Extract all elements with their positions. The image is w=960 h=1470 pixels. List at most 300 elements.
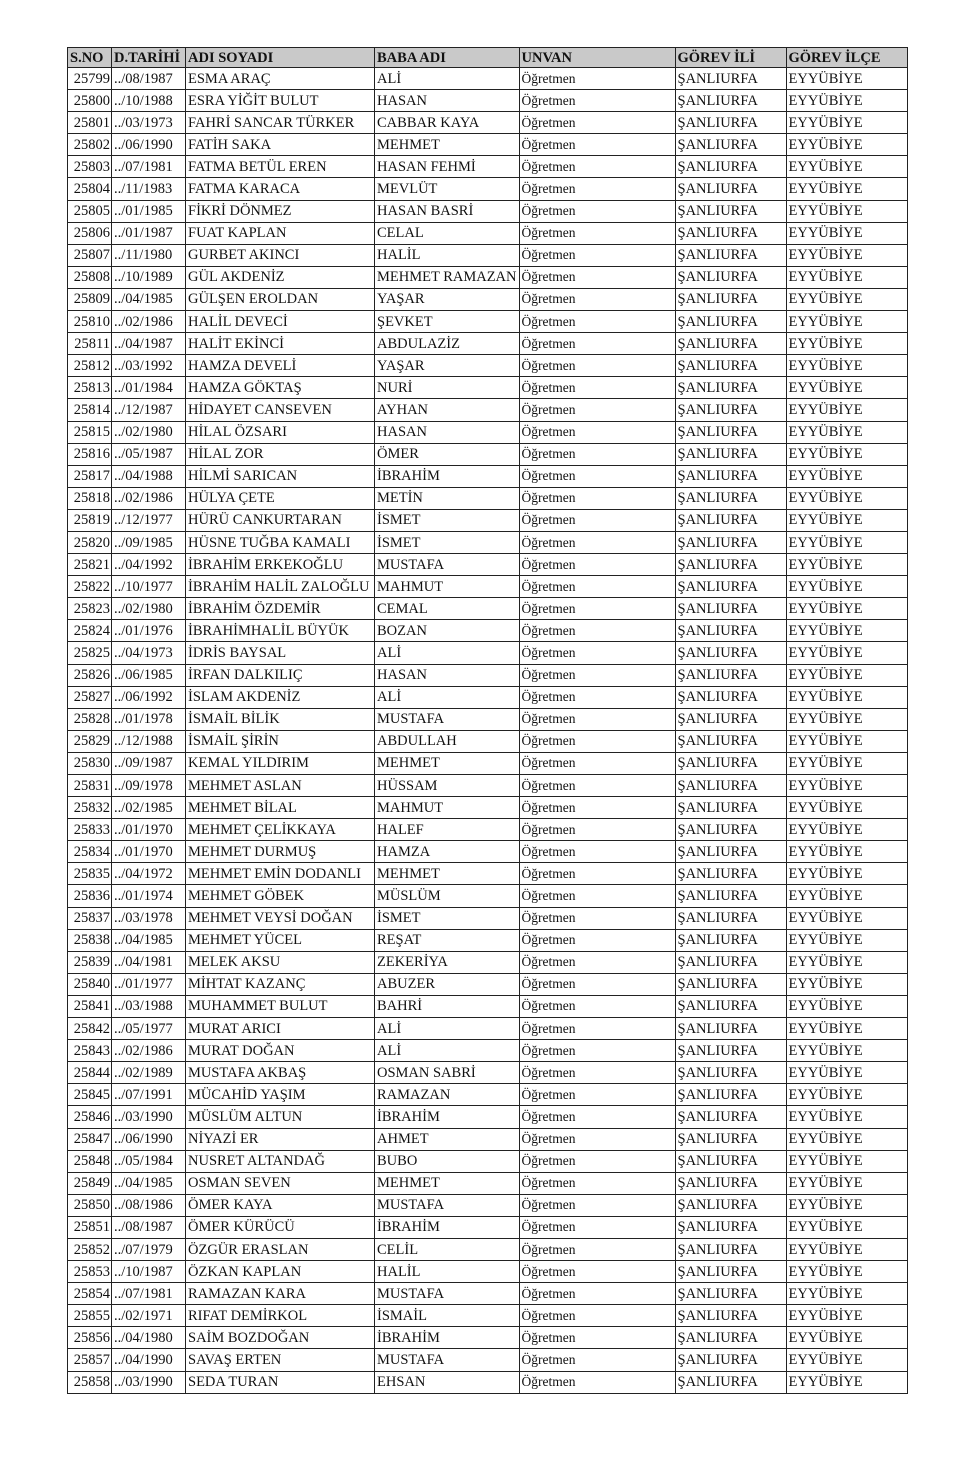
birth-date-cell: ../07/1981 xyxy=(112,1283,186,1305)
sno-cell: 25840 xyxy=(68,973,112,995)
father-name-cell: AYHAN xyxy=(375,399,520,421)
full-name-cell: SAVAŞ ERTEN xyxy=(186,1349,375,1371)
table-row xyxy=(68,929,908,951)
title-cell: Öğretmen xyxy=(519,664,675,686)
table-row xyxy=(68,222,908,244)
sno-cell: 25853 xyxy=(68,1261,112,1283)
title-cell: Öğretmen xyxy=(519,68,675,90)
birth-date-cell: ../01/1976 xyxy=(112,620,186,642)
district-cell: EYYÜBİYE xyxy=(786,841,907,863)
birth-date-cell: ../04/1973 xyxy=(112,642,186,664)
father-name-cell: MEVLÜT xyxy=(375,178,520,200)
sno-cell: 25812 xyxy=(68,355,112,377)
district-cell: EYYÜBİYE xyxy=(786,664,907,686)
father-name-cell: YAŞAR xyxy=(375,355,520,377)
district-cell: EYYÜBİYE xyxy=(786,642,907,664)
father-name-cell: CABBAR KAYA xyxy=(375,112,520,134)
title-cell: Öğretmen xyxy=(519,156,675,178)
birth-date-cell: ../11/1980 xyxy=(112,244,186,266)
birth-date-cell: ../06/1985 xyxy=(112,664,186,686)
sno-cell: 25806 xyxy=(68,222,112,244)
province-cell: ŞANLIURFA xyxy=(675,1194,786,1216)
father-name-cell: ŞEVKET xyxy=(375,311,520,333)
table-row xyxy=(68,1194,908,1216)
birth-date-cell: ../02/1980 xyxy=(112,598,186,620)
full-name-cell: HAMZA GÖKTAŞ xyxy=(186,377,375,399)
district-cell: EYYÜBİYE xyxy=(786,1283,907,1305)
district-cell: EYYÜBİYE xyxy=(786,487,907,509)
title-cell: Öğretmen xyxy=(519,929,675,951)
birth-date-cell: ../08/1986 xyxy=(112,1194,186,1216)
sno-cell: 25843 xyxy=(68,1040,112,1062)
full-name-cell: MEHMET GÖBEK xyxy=(186,885,375,907)
birth-date-cell: ../10/1987 xyxy=(112,1261,186,1283)
header-district: GÖREV İLÇE xyxy=(786,48,907,68)
full-name-cell: FATMA BETÜL EREN xyxy=(186,156,375,178)
sno-cell: 25832 xyxy=(68,797,112,819)
district-cell: EYYÜBİYE xyxy=(786,819,907,841)
full-name-cell: FİKRİ DÖNMEZ xyxy=(186,200,375,222)
table-row xyxy=(68,333,908,355)
sno-cell: 25809 xyxy=(68,288,112,310)
province-cell: ŞANLIURFA xyxy=(675,222,786,244)
sno-cell: 25854 xyxy=(68,1283,112,1305)
father-name-cell: MAHMUT xyxy=(375,797,520,819)
table-row xyxy=(68,1327,908,1349)
table-row xyxy=(68,620,908,642)
district-cell: EYYÜBİYE xyxy=(786,973,907,995)
district-cell: EYYÜBİYE xyxy=(786,1194,907,1216)
table-row xyxy=(68,443,908,465)
province-cell: ŞANLIURFA xyxy=(675,112,786,134)
table-row xyxy=(68,951,908,973)
birth-date-cell: ../01/1984 xyxy=(112,377,186,399)
province-cell: ŞANLIURFA xyxy=(675,929,786,951)
province-cell: ŞANLIURFA xyxy=(675,531,786,553)
province-cell: ŞANLIURFA xyxy=(675,775,786,797)
full-name-cell: MEHMET YÜCEL xyxy=(186,929,375,951)
sno-cell: 25831 xyxy=(68,775,112,797)
district-cell: EYYÜBİYE xyxy=(786,1150,907,1172)
full-name-cell: MEHMET VEYSİ DOĞAN xyxy=(186,907,375,929)
full-name-cell: HÜSNE TUĞBA KAMALI xyxy=(186,531,375,553)
district-cell: EYYÜBİYE xyxy=(786,1128,907,1150)
table-row xyxy=(68,1106,908,1128)
header-sno: S.NO xyxy=(68,48,112,68)
province-cell: ŞANLIURFA xyxy=(675,244,786,266)
sno-cell: 25810 xyxy=(68,311,112,333)
sno-cell: 25855 xyxy=(68,1305,112,1327)
table-row xyxy=(68,973,908,995)
title-cell: Öğretmen xyxy=(519,1349,675,1371)
father-name-cell: HALEF xyxy=(375,819,520,841)
birth-date-cell: ../12/1988 xyxy=(112,730,186,752)
sno-cell: 25802 xyxy=(68,134,112,156)
full-name-cell: MEHMET DURMUŞ xyxy=(186,841,375,863)
district-cell: EYYÜBİYE xyxy=(786,112,907,134)
full-name-cell: GÜLŞEN EROLDAN xyxy=(186,288,375,310)
district-cell: EYYÜBİYE xyxy=(786,1106,907,1128)
birth-date-cell: ../04/1988 xyxy=(112,465,186,487)
sno-cell: 25803 xyxy=(68,156,112,178)
birth-date-cell: ../10/1977 xyxy=(112,576,186,598)
district-cell: EYYÜBİYE xyxy=(786,200,907,222)
district-cell: EYYÜBİYE xyxy=(786,1327,907,1349)
father-name-cell: İSMAİL xyxy=(375,1305,520,1327)
table-row xyxy=(68,465,908,487)
province-cell: ŞANLIURFA xyxy=(675,288,786,310)
full-name-cell: İBRAHİM ERKEKOĞLU xyxy=(186,554,375,576)
title-cell: Öğretmen xyxy=(519,1062,675,1084)
father-name-cell: RAMAZAN xyxy=(375,1084,520,1106)
father-name-cell: HASAN FEHMİ xyxy=(375,156,520,178)
full-name-cell: İSMAİL ŞİRİN xyxy=(186,730,375,752)
sno-cell: 25847 xyxy=(68,1128,112,1150)
province-cell: ŞANLIURFA xyxy=(675,1238,786,1260)
table-row xyxy=(68,554,908,576)
birth-date-cell: ../04/1990 xyxy=(112,1349,186,1371)
sno-cell: 25819 xyxy=(68,509,112,531)
title-cell: Öğretmen xyxy=(519,112,675,134)
table-row xyxy=(68,1018,908,1040)
table-row xyxy=(68,200,908,222)
birth-date-cell: ../03/1978 xyxy=(112,907,186,929)
table-row xyxy=(68,1261,908,1283)
province-cell: ŞANLIURFA xyxy=(675,576,786,598)
full-name-cell: HİLMİ SARICAN xyxy=(186,465,375,487)
father-name-cell: MEHMET xyxy=(375,1172,520,1194)
sno-cell: 25838 xyxy=(68,929,112,951)
province-cell: ŞANLIURFA xyxy=(675,311,786,333)
father-name-cell: HASAN BASRİ xyxy=(375,200,520,222)
table-row xyxy=(68,664,908,686)
father-name-cell: NURİ xyxy=(375,377,520,399)
province-cell: ŞANLIURFA xyxy=(675,487,786,509)
province-cell: ŞANLIURFA xyxy=(675,642,786,664)
title-cell: Öğretmen xyxy=(519,1018,675,1040)
sno-cell: 25821 xyxy=(68,554,112,576)
full-name-cell: GURBET AKINCI xyxy=(186,244,375,266)
full-name-cell: MEHMET BİLAL xyxy=(186,797,375,819)
province-cell: ŞANLIURFA xyxy=(675,664,786,686)
table-row xyxy=(68,487,908,509)
table-body xyxy=(68,68,908,1394)
father-name-cell: ALİ xyxy=(375,1040,520,1062)
title-cell: Öğretmen xyxy=(519,708,675,730)
birth-date-cell: ../02/1971 xyxy=(112,1305,186,1327)
title-cell: Öğretmen xyxy=(519,1327,675,1349)
province-cell: ŞANLIURFA xyxy=(675,841,786,863)
father-name-cell: ÖMER xyxy=(375,443,520,465)
table-row xyxy=(68,885,908,907)
sno-cell: 25813 xyxy=(68,377,112,399)
title-cell: Öğretmen xyxy=(519,1194,675,1216)
province-cell: ŞANLIURFA xyxy=(675,178,786,200)
province-cell: ŞANLIURFA xyxy=(675,156,786,178)
sno-cell: 25822 xyxy=(68,576,112,598)
district-cell: EYYÜBİYE xyxy=(786,576,907,598)
father-name-cell: ALİ xyxy=(375,686,520,708)
birth-date-cell: ../06/1990 xyxy=(112,1128,186,1150)
header-row xyxy=(68,48,908,68)
table-row xyxy=(68,399,908,421)
district-cell: EYYÜBİYE xyxy=(786,863,907,885)
title-cell: Öğretmen xyxy=(519,311,675,333)
full-name-cell: KEMAL YILDIRIM xyxy=(186,752,375,774)
father-name-cell: MUSTAFA xyxy=(375,554,520,576)
sno-cell: 25844 xyxy=(68,1062,112,1084)
full-name-cell: ÖZGÜR ERASLAN xyxy=(186,1238,375,1260)
title-cell: Öğretmen xyxy=(519,465,675,487)
table-row xyxy=(68,156,908,178)
province-cell: ŞANLIURFA xyxy=(675,973,786,995)
province-cell: ŞANLIURFA xyxy=(675,1040,786,1062)
birth-date-cell: ../02/1986 xyxy=(112,487,186,509)
birth-date-cell: ../07/1991 xyxy=(112,1084,186,1106)
district-cell: EYYÜBİYE xyxy=(786,686,907,708)
title-cell: Öğretmen xyxy=(519,399,675,421)
district-cell: EYYÜBİYE xyxy=(786,288,907,310)
birth-date-cell: ../09/1978 xyxy=(112,775,186,797)
birth-date-cell: ../03/1990 xyxy=(112,1371,186,1393)
table-row xyxy=(68,1283,908,1305)
table-row xyxy=(68,598,908,620)
title-cell: Öğretmen xyxy=(519,509,675,531)
sno-cell: 25808 xyxy=(68,266,112,288)
father-name-cell: REŞAT xyxy=(375,929,520,951)
province-cell: ŞANLIURFA xyxy=(675,995,786,1017)
title-cell: Öğretmen xyxy=(519,421,675,443)
district-cell: EYYÜBİYE xyxy=(786,730,907,752)
sno-cell: 25828 xyxy=(68,708,112,730)
sno-cell: 25835 xyxy=(68,863,112,885)
sno-cell: 25805 xyxy=(68,200,112,222)
full-name-cell: İSLAM AKDENİZ xyxy=(186,686,375,708)
table-row xyxy=(68,1216,908,1238)
father-name-cell: MUSTAFA xyxy=(375,1194,520,1216)
province-cell: ŞANLIURFA xyxy=(675,1283,786,1305)
province-cell: ŞANLIURFA xyxy=(675,1018,786,1040)
birth-date-cell: ../02/1989 xyxy=(112,1062,186,1084)
father-name-cell: MUSTAFA xyxy=(375,1349,520,1371)
father-name-cell: ALİ xyxy=(375,642,520,664)
birth-date-cell: ../05/1984 xyxy=(112,1150,186,1172)
district-cell: EYYÜBİYE xyxy=(786,1349,907,1371)
full-name-cell: HİLAL ZOR xyxy=(186,443,375,465)
table-row xyxy=(68,178,908,200)
birth-date-cell: ../08/1987 xyxy=(112,1216,186,1238)
district-cell: EYYÜBİYE xyxy=(786,1084,907,1106)
province-cell: ŞANLIURFA xyxy=(675,333,786,355)
full-name-cell: GÜL AKDENİZ xyxy=(186,266,375,288)
full-name-cell: MEHMET EMİN DODANLI xyxy=(186,863,375,885)
district-cell: EYYÜBİYE xyxy=(786,68,907,90)
table-row xyxy=(68,288,908,310)
birth-date-cell: ../12/1977 xyxy=(112,509,186,531)
full-name-cell: HİDAYET CANSEVEN xyxy=(186,399,375,421)
father-name-cell: BOZAN xyxy=(375,620,520,642)
full-name-cell: MİHTAT KAZANÇ xyxy=(186,973,375,995)
title-cell: Öğretmen xyxy=(519,1283,675,1305)
title-cell: Öğretmen xyxy=(519,200,675,222)
document-page xyxy=(67,47,908,1394)
full-name-cell: MELEK AKSU xyxy=(186,951,375,973)
province-cell: ŞANLIURFA xyxy=(675,266,786,288)
province-cell: ŞANLIURFA xyxy=(675,554,786,576)
birth-date-cell: ../12/1987 xyxy=(112,399,186,421)
province-cell: ŞANLIURFA xyxy=(675,1106,786,1128)
district-cell: EYYÜBİYE xyxy=(786,885,907,907)
full-name-cell: MÜSLÜM ALTUN xyxy=(186,1106,375,1128)
title-cell: Öğretmen xyxy=(519,863,675,885)
sno-cell: 25837 xyxy=(68,907,112,929)
province-cell: ŞANLIURFA xyxy=(675,797,786,819)
province-cell: ŞANLIURFA xyxy=(675,1172,786,1194)
district-cell: EYYÜBİYE xyxy=(786,1172,907,1194)
header-title: UNVAN xyxy=(519,48,675,68)
birth-date-cell: ../08/1987 xyxy=(112,68,186,90)
birth-date-cell: ../10/1989 xyxy=(112,266,186,288)
district-cell: EYYÜBİYE xyxy=(786,797,907,819)
sno-cell: 25829 xyxy=(68,730,112,752)
sno-cell: 25811 xyxy=(68,333,112,355)
district-cell: EYYÜBİYE xyxy=(786,443,907,465)
table-row xyxy=(68,509,908,531)
province-cell: ŞANLIURFA xyxy=(675,200,786,222)
title-cell: Öğretmen xyxy=(519,1371,675,1393)
father-name-cell: MÜSLÜM xyxy=(375,885,520,907)
full-name-cell: SAİM BOZDOĞAN xyxy=(186,1327,375,1349)
father-name-cell: ALİ xyxy=(375,68,520,90)
sno-cell: 25839 xyxy=(68,951,112,973)
birth-date-cell: ../07/1981 xyxy=(112,156,186,178)
district-cell: EYYÜBİYE xyxy=(786,134,907,156)
birth-date-cell: ../04/1987 xyxy=(112,333,186,355)
father-name-cell: ABDULAZİZ xyxy=(375,333,520,355)
full-name-cell: FUAT KAPLAN xyxy=(186,222,375,244)
full-name-cell: HÜLYA ÇETE xyxy=(186,487,375,509)
father-name-cell: AHMET xyxy=(375,1128,520,1150)
table-row xyxy=(68,311,908,333)
birth-date-cell: ../01/1985 xyxy=(112,200,186,222)
province-cell: ŞANLIURFA xyxy=(675,399,786,421)
sno-cell: 25857 xyxy=(68,1349,112,1371)
district-cell: EYYÜBİYE xyxy=(786,90,907,112)
province-cell: ŞANLIURFA xyxy=(675,1261,786,1283)
province-cell: ŞANLIURFA xyxy=(675,1128,786,1150)
province-cell: ŞANLIURFA xyxy=(675,1150,786,1172)
father-name-cell: METİN xyxy=(375,487,520,509)
father-name-cell: İBRAHİM xyxy=(375,1216,520,1238)
father-name-cell: İSMET xyxy=(375,531,520,553)
father-name-cell: HASAN xyxy=(375,664,520,686)
title-cell: Öğretmen xyxy=(519,1084,675,1106)
table-row xyxy=(68,752,908,774)
table-row xyxy=(68,863,908,885)
father-name-cell: ABDULLAH xyxy=(375,730,520,752)
province-cell: ŞANLIURFA xyxy=(675,951,786,973)
title-cell: Öğretmen xyxy=(519,730,675,752)
province-cell: ŞANLIURFA xyxy=(675,134,786,156)
birth-date-cell: ../01/1987 xyxy=(112,222,186,244)
full-name-cell: İDRİS BAYSAL xyxy=(186,642,375,664)
district-cell: EYYÜBİYE xyxy=(786,244,907,266)
birth-date-cell: ../02/1980 xyxy=(112,421,186,443)
province-cell: ŞANLIURFA xyxy=(675,443,786,465)
birth-date-cell: ../09/1987 xyxy=(112,752,186,774)
birth-date-cell: ../04/1985 xyxy=(112,1172,186,1194)
title-cell: Öğretmen xyxy=(519,775,675,797)
table-row xyxy=(68,819,908,841)
sno-cell: 25846 xyxy=(68,1106,112,1128)
title-cell: Öğretmen xyxy=(519,222,675,244)
full-name-cell: ÖZKAN KAPLAN xyxy=(186,1261,375,1283)
father-name-cell: MUSTAFA xyxy=(375,708,520,730)
district-cell: EYYÜBİYE xyxy=(786,708,907,730)
province-cell: ŞANLIURFA xyxy=(675,1216,786,1238)
title-cell: Öğretmen xyxy=(519,819,675,841)
table-row xyxy=(68,642,908,664)
birth-date-cell: ../07/1979 xyxy=(112,1238,186,1260)
full-name-cell: OSMAN SEVEN xyxy=(186,1172,375,1194)
father-name-cell: HALİL xyxy=(375,1261,520,1283)
header-father-name: BABA ADI xyxy=(375,48,520,68)
header-full-name: ADI SOYADI xyxy=(186,48,375,68)
teacher-roster-table xyxy=(67,47,908,1394)
title-cell: Öğretmen xyxy=(519,377,675,399)
table-row xyxy=(68,1238,908,1260)
birth-date-cell: ../06/1992 xyxy=(112,686,186,708)
title-cell: Öğretmen xyxy=(519,333,675,355)
province-cell: ŞANLIURFA xyxy=(675,355,786,377)
title-cell: Öğretmen xyxy=(519,686,675,708)
sno-cell: 25851 xyxy=(68,1216,112,1238)
birth-date-cell: ../06/1990 xyxy=(112,134,186,156)
birth-date-cell: ../03/1988 xyxy=(112,995,186,1017)
father-name-cell: ABUZER xyxy=(375,973,520,995)
title-cell: Öğretmen xyxy=(519,531,675,553)
sno-cell: 25801 xyxy=(68,112,112,134)
title-cell: Öğretmen xyxy=(519,443,675,465)
sno-cell: 25856 xyxy=(68,1327,112,1349)
province-cell: ŞANLIURFA xyxy=(675,708,786,730)
father-name-cell: ZEKERİYA xyxy=(375,951,520,973)
district-cell: EYYÜBİYE xyxy=(786,907,907,929)
table-row xyxy=(68,1128,908,1150)
province-cell: ŞANLIURFA xyxy=(675,752,786,774)
sno-cell: 25827 xyxy=(68,686,112,708)
title-cell: Öğretmen xyxy=(519,973,675,995)
table-row xyxy=(68,1305,908,1327)
district-cell: EYYÜBİYE xyxy=(786,531,907,553)
district-cell: EYYÜBİYE xyxy=(786,1261,907,1283)
sno-cell: 25833 xyxy=(68,819,112,841)
father-name-cell: İSMET xyxy=(375,907,520,929)
district-cell: EYYÜBİYE xyxy=(786,554,907,576)
full-name-cell: İBRAHİM HALİL ZALOĞLU xyxy=(186,576,375,598)
full-name-cell: NUSRET ALTANDAĞ xyxy=(186,1150,375,1172)
birth-date-cell: ../04/1980 xyxy=(112,1327,186,1349)
province-cell: ŞANLIURFA xyxy=(675,819,786,841)
province-cell: ŞANLIURFA xyxy=(675,421,786,443)
father-name-cell: HALİL xyxy=(375,244,520,266)
sno-cell: 25848 xyxy=(68,1150,112,1172)
sno-cell: 25815 xyxy=(68,421,112,443)
title-cell: Öğretmen xyxy=(519,134,675,156)
district-cell: EYYÜBİYE xyxy=(786,399,907,421)
sno-cell: 25830 xyxy=(68,752,112,774)
title-cell: Öğretmen xyxy=(519,1150,675,1172)
